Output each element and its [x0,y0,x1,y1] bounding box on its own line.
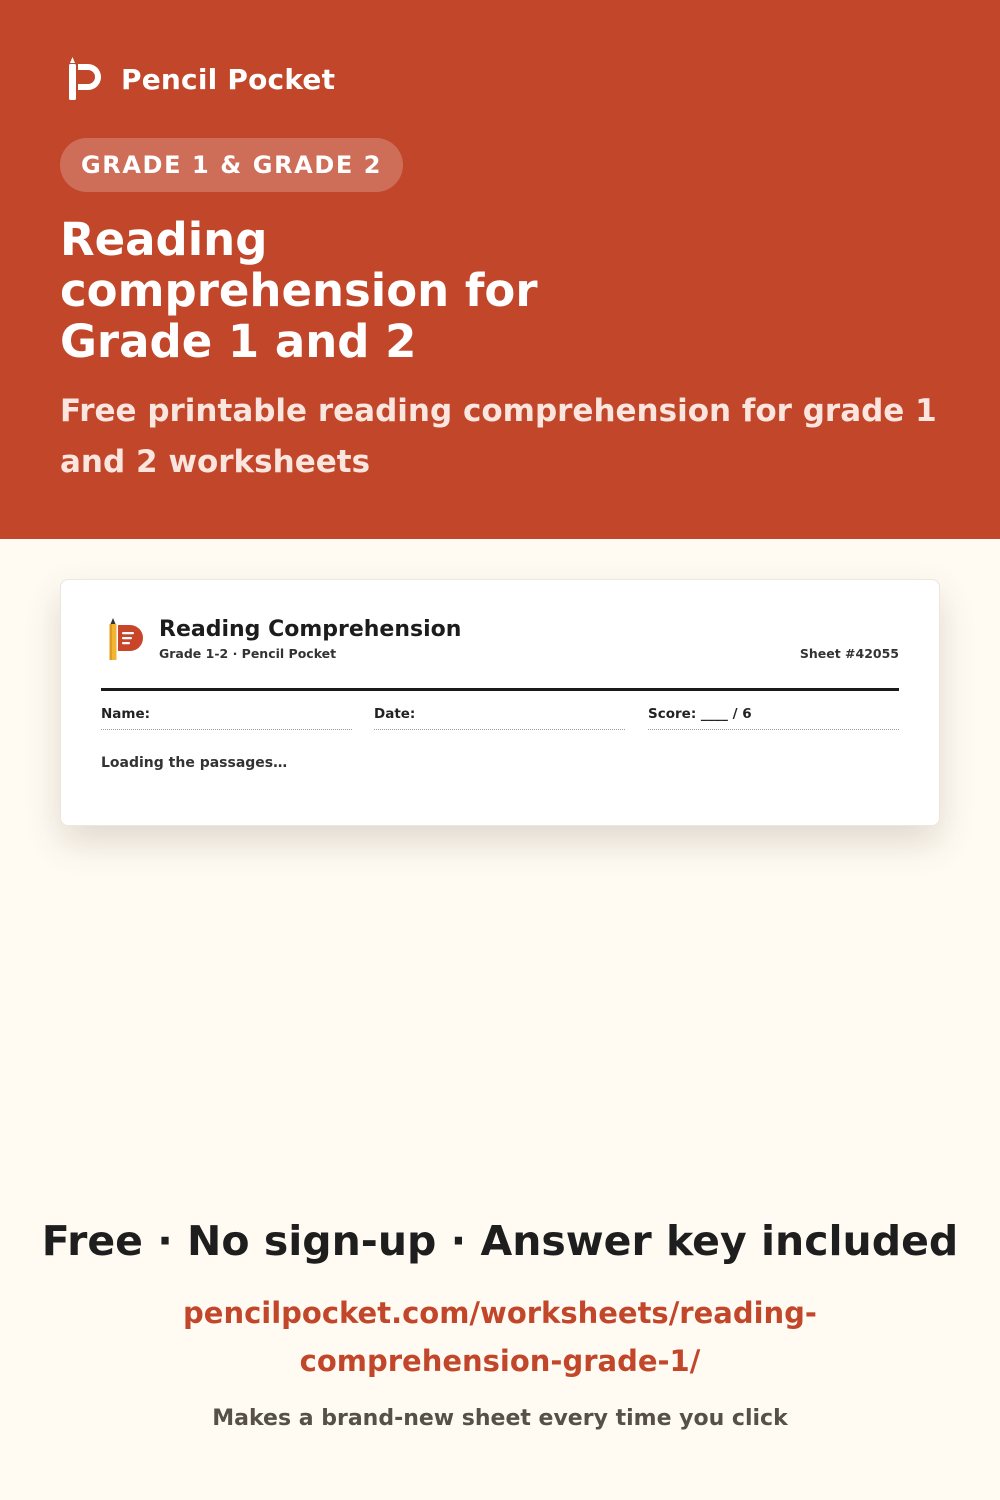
date-field: Date: [374,706,625,730]
page-subtitle: Free printable reading comprehension for grade 1 and 2 worksheets [60,393,937,480]
loading-message: Loading the passages… [101,755,288,771]
features-tagline: Free · No sign-up · Answer key included [41,1217,959,1265]
brand[interactable] [66,56,335,102]
pencil-p-logo-icon [66,56,104,102]
brand-name: Pencil Pocket [121,62,336,96]
header-divider [101,688,899,691]
hero-banner [0,0,1000,539]
score-field: Score: ____ / 6 [648,706,899,730]
worksheet-url-link[interactable]: pencilpocket.com/worksheets/reading-comprehension-grade-1/ [183,1296,817,1378]
grade-badge: GRADE 1 & GRADE 2 [60,138,403,192]
page-title: Reading comprehension for Grade 1 and 2 [60,213,538,368]
worksheet-title: Reading Comprehension [159,617,462,642]
worksheet-subtitle: Grade 1-2 · Pencil Pocket [159,646,337,661]
worksheet-preview-card [60,579,940,826]
name-field: Name: [101,706,352,730]
footer-note: Makes a brand-new sheet every time you click [212,1406,788,1431]
pencil-p-logo-icon [108,617,144,661]
sheet-number: Sheet #42055 [799,646,899,661]
